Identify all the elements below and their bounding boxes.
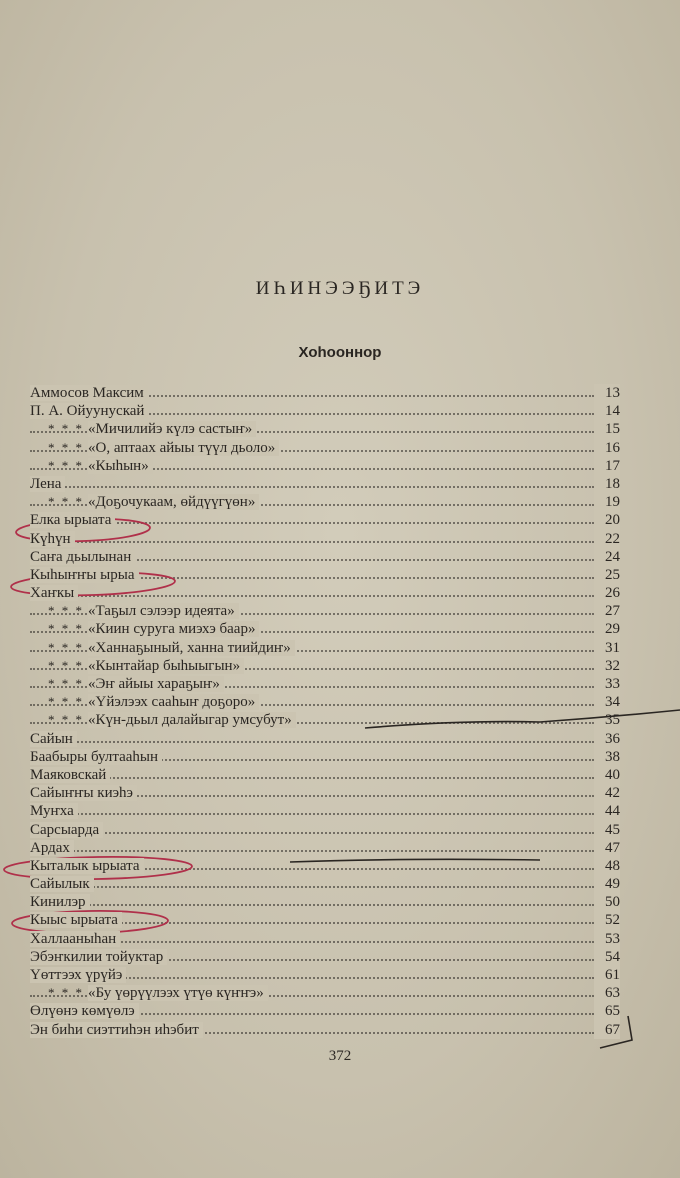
toc-entry-text: Аммосов Максим [30,385,148,401]
toc-entry-text: «О, аптаах айыы түүл дьоло» [88,440,279,456]
toc-entry-title [30,875,94,893]
toc-entry [30,966,620,984]
toc-entry [30,584,620,602]
toc-entry-page: 36 [594,730,620,748]
toc-entry-text: «Бу үөрүүлээх үтүө күҥҥэ» [88,985,268,1001]
toc-entry-page: 67 [594,1021,620,1039]
toc-entry [30,457,620,475]
toc-entry-title [48,984,268,1002]
toc-entry-title [30,1021,203,1039]
asterism: * * * [48,694,84,710]
toc-entry [30,420,620,438]
toc-entry [30,911,620,929]
toc-entry-title [30,893,90,911]
toc-entry-title [30,511,115,529]
asterism: * * * [48,421,84,437]
toc-entry [30,1002,620,1020]
toc-entry-page: 42 [594,784,620,802]
toc-entry-page: 52 [594,911,620,929]
toc-entry [30,821,620,839]
toc-entry-page: 34 [594,693,620,711]
toc-entry-text: Сарсыарда [30,822,103,838]
dot-leader [30,886,594,888]
table-of-contents [30,384,620,1039]
dot-leader [30,595,594,597]
toc-entry-page: 26 [594,584,620,602]
toc-entry-title [48,693,259,711]
toc-entry-page: 14 [594,402,620,420]
dot-leader [30,777,594,779]
toc-entry-page: 20 [594,511,620,529]
dot-leader [30,486,594,488]
toc-entry-page: 15 [594,420,620,438]
toc-entry [30,711,620,729]
toc-entry-title [30,475,65,493]
toc-entry [30,1021,620,1039]
toc-entry-text: Маяковскай [30,767,110,783]
dot-leader [30,541,594,543]
toc-entry [30,639,620,657]
toc-entry-text: П. А. Ойуунускай [30,403,148,419]
toc-entry-page: 63 [594,984,620,1002]
dot-leader [30,850,594,852]
toc-entry-title [48,620,259,638]
toc-entry [30,384,620,402]
toc-entry-page: 27 [594,602,620,620]
toc-entry [30,493,620,511]
toc-entry-page: 49 [594,875,620,893]
toc-entry [30,948,620,966]
toc-entry-page: 50 [594,893,620,911]
toc-entry-title [30,748,162,766]
dot-leader [30,904,594,906]
toc-entry-title [30,966,126,984]
toc-entry-page: 18 [594,475,620,493]
toc-entry-title [30,548,135,566]
toc-entry-text: Ардах [30,840,74,856]
toc-entry-text: «Күн-дьыл далайыгар умсубут» [88,712,296,728]
toc-entry [30,730,620,748]
toc-entry-title [48,493,259,511]
toc-entry [30,511,620,529]
toc-entry-page: 61 [594,966,620,984]
toc-entry-page: 40 [594,766,620,784]
toc-entry-text: Күһүн [30,531,75,547]
asterism: * * * [48,985,84,1001]
toc-entry-title [48,675,224,693]
toc-entry-text: «Доҕочукаам, өйдүүгүөн» [88,494,259,510]
toc-entry-text: Лена [30,476,65,492]
asterism: * * * [48,639,84,655]
toc-entry-title [48,711,296,729]
toc-entry [30,802,620,820]
toc-entry [30,657,620,675]
toc-entry-page: 32 [594,657,620,675]
toc-entry [30,439,620,457]
toc-entry-title [30,1002,139,1020]
toc-entry-page: 22 [594,530,620,548]
toc-entry-text: Сайын [30,731,77,747]
toc-entry [30,875,620,893]
dot-leader [30,832,594,834]
toc-entry-page: 31 [594,639,620,657]
toc-entry [30,530,620,548]
toc-entry-title [30,730,77,748]
toc-entry-text: Сайыҥҥы киэһэ [30,785,137,801]
toc-entry-title [48,457,153,475]
toc-entry-page: 35 [594,711,620,729]
toc-entry-title [30,566,139,584]
toc-entry-text: «Кынтайар быһыыгын» [88,658,244,674]
toc-entry-text: Саҥа дьылынан [30,549,135,565]
toc-entry-title [30,530,75,548]
toc-entry-text: «Киин суруга миэхэ баар» [88,621,259,637]
toc-entry-title [48,657,244,675]
toc-entry-page: 45 [594,821,620,839]
dot-leader [30,813,594,815]
toc-entry-text: Өлүөнэ көмүөлэ [30,1003,139,1019]
asterism: * * * [48,657,84,673]
toc-entry-text: «Ханнаҕыный, ханна тиийдиҥ» [88,640,295,656]
toc-entry [30,402,620,420]
toc-entry-text: «Кыһын» [88,458,153,474]
toc-entry-title [30,784,137,802]
toc-entry-text: Сайылык [30,876,94,892]
toc-entry-title [48,639,295,657]
toc-entry-page: 17 [594,457,620,475]
toc-entry-title [30,930,120,948]
toc-entry-title [30,384,148,402]
toc-entry-page: 33 [594,675,620,693]
toc-entry-title [30,911,122,929]
toc-entry [30,602,620,620]
toc-entry [30,984,620,1002]
toc-entry-page: 16 [594,439,620,457]
toc-entry [30,766,620,784]
asterism: * * * [48,439,84,455]
toc-entry-text: «Таҕыл сэлээр идеята» [88,603,239,619]
toc-entry-title [30,839,74,857]
asterism: * * * [48,494,84,510]
toc-entry-page: 13 [594,384,620,402]
toc-entry-page: 65 [594,1002,620,1020]
contents-heading: ИҺИНЭЭҔИТЭ [255,278,425,299]
toc-entry-text: Эбэҥкилии тойуктар [30,949,167,965]
toc-entry-text: Кыһыҥҥы ырыа [30,567,139,583]
toc-entry [30,620,620,638]
toc-entry-title [30,857,144,875]
toc-entry-page: 38 [594,748,620,766]
toc-entry-title [48,602,239,620]
toc-entry [30,930,620,948]
toc-entry-title [48,439,279,457]
toc-entry-text: Кинилэр [30,894,90,910]
page-number: 372 [328,1048,352,1064]
asterism: * * * [48,621,84,637]
section-heading: Хоһооннор [298,344,382,361]
dot-leader [30,741,594,743]
toc-entry-text: «Үйэлээх сааһыҥ доҕоро» [88,694,259,710]
toc-entry-title [30,948,167,966]
toc-entry-text: «Эҥ айыы хараҕыҥ» [88,676,224,692]
toc-entry [30,693,620,711]
toc-entry [30,893,620,911]
toc-entry-text: Кыталык ырыата [30,858,144,874]
toc-entry-text: Баабыры бултааһын [30,749,162,765]
toc-entry-text: Елка ырыата [30,512,115,528]
toc-entry-text: Муҥха [30,803,78,819]
toc-entry [30,566,620,584]
asterism: * * * [48,676,84,691]
toc-entry [30,839,620,857]
asterism: * * * [48,457,84,473]
asterism: * * * [48,603,84,619]
toc-entry-title [30,402,148,420]
toc-entry-page: 53 [594,930,620,948]
toc-entry [30,748,620,766]
toc-entry-text: Эн биһи сиэттиһэн иһэбит [30,1022,203,1038]
toc-entry-page: 48 [594,857,620,875]
toc-entry-page: 47 [594,839,620,857]
toc-entry-page: 19 [594,493,620,511]
asterism: * * * [48,712,84,728]
toc-entry-text: Үөттээх үрүйэ [30,967,126,983]
toc-entry-text: Кыыс ырыата [30,912,122,928]
toc-entry-text: «Мичилийэ күлэ састыҥ» [88,421,256,437]
toc-entry-title [30,802,78,820]
toc-entry-text: Халлааныһан [30,931,120,947]
toc-entry-title [30,766,110,784]
toc-entry-page: 25 [594,566,620,584]
toc-entry-title [30,821,103,839]
toc-entry [30,675,620,693]
toc-entry-title [48,420,256,438]
toc-entry-text: Хаҥкы [30,585,78,601]
toc-entry [30,784,620,802]
toc-entry-page: 29 [594,620,620,638]
toc-entry [30,475,620,493]
toc-entry-page: 24 [594,548,620,566]
toc-entry-title [30,584,78,602]
toc-entry [30,548,620,566]
toc-entry-page: 54 [594,948,620,966]
toc-entry [30,857,620,875]
toc-entry-page: 44 [594,802,620,820]
